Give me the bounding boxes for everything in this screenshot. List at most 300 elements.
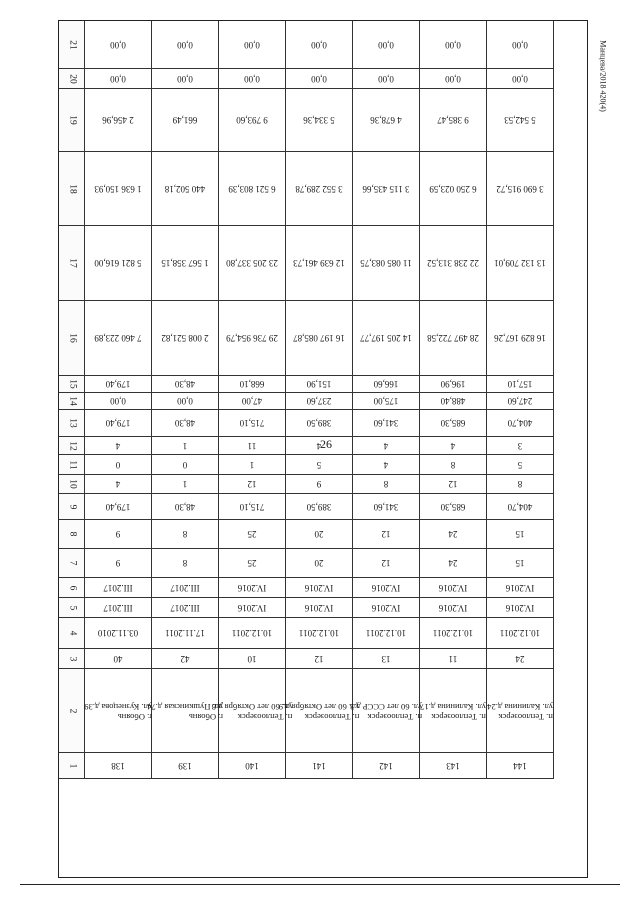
table-cell [152,376,219,393]
table-cell [219,69,286,89]
table-cell [278,669,360,753]
table-cell [487,549,554,578]
column-number-cell [59,520,85,549]
cell-value: 48,30 [174,501,196,512]
cell-value: 143 [446,760,460,771]
table-cell [420,89,487,152]
table-cell [152,598,219,618]
table-cell [219,549,286,578]
table-cell [85,649,152,669]
table-cell [353,753,420,779]
cell-value: 142 [379,760,393,771]
column-number: 12 [66,440,77,451]
cell-value: 179,40 [105,418,131,429]
cell-value: 24 [448,558,458,569]
cell-value: 48,30 [174,379,196,390]
page-number: 26 [320,437,332,451]
table-cell [353,152,420,226]
column-number-cell [59,226,85,301]
cell-value: IV.2016 [304,602,334,613]
table-cell [219,475,286,494]
column-number: 7 [66,560,77,566]
cell-value: 341,60 [373,418,399,429]
side-note-text: Манцева/2018 420(4) [598,40,608,112]
column-number-cell [59,649,85,669]
column-number: 9 [66,504,77,509]
table-cell [420,494,487,520]
table-cell [487,475,554,494]
table-cell [353,618,420,649]
cell-value: 0,00 [244,39,260,50]
cell-value: 29 736 954,79 [226,333,278,344]
cell-value: IV.2016 [237,602,267,613]
cell-value: 1 [249,459,255,470]
table-cell [286,455,353,475]
table-cell [152,753,219,779]
table-cell [219,21,286,69]
cell-value: 140 [245,760,259,771]
cell-value: 8 [383,479,389,490]
table-cell [286,578,353,598]
cell-value: 13 132 709,01 [494,258,546,269]
cell-value: 661,49 [172,115,198,126]
cell-value: 47,00 [241,396,263,407]
column-number-cell [59,494,85,520]
table-cell [286,520,353,549]
address-text: г. Обоянь ул. Кузнецова д.39 [84,701,152,722]
table-cell [353,69,420,89]
cell-value: IV.2016 [371,602,401,613]
table-cell [487,618,554,649]
table-cell [85,494,152,520]
column-number-cell [59,152,85,226]
table-cell [219,410,286,437]
cell-value: 0 [182,459,188,470]
column-number: 6 [66,585,77,590]
cell-value: 440 502,18 [164,183,206,194]
cell-value: 685,30 [440,501,466,512]
cell-value: 0,00 [378,39,394,50]
table-cell [353,494,420,520]
table-cell [85,669,152,753]
table-cell [420,475,487,494]
table-cell [487,520,554,549]
cell-value: 179,40 [105,379,131,390]
table-cell [85,549,152,578]
cell-value: 0,00 [445,39,461,50]
cell-value: 11 [448,653,458,664]
cell-value: 7 460 223,89 [94,333,142,344]
cell-value: 9 [115,558,121,569]
table-cell [152,578,219,598]
table-cell [420,649,487,669]
table-cell [85,437,152,455]
column-number-cell [59,410,85,437]
cell-value: 03.11.2010 [97,628,139,639]
cell-value: 4 [450,440,456,451]
cell-value: 0,00 [110,39,126,50]
column-number: 2 [66,708,77,713]
table-cell [487,152,554,226]
cell-value: 15 [515,558,525,569]
data-table [58,20,588,878]
table-cell [152,494,219,520]
cell-value: 0 [115,459,121,470]
column-number: 5 [66,605,77,610]
table-cell [286,152,353,226]
column-number-cell [59,21,85,69]
cell-value: III.2017 [103,582,133,593]
table-cell [152,152,219,226]
column-number-cell [59,455,85,475]
table-cell [152,301,219,376]
cell-value: 715,10 [239,418,265,429]
table-cell [487,578,554,598]
column-number-cell [59,475,85,494]
cell-value: 0,00 [512,39,528,50]
address-text: п. Теплоозерск ул. Калинина д.24 [487,701,553,722]
cell-value: 3 115 435,66 [362,183,410,194]
address-text: п. Теплоозерск ул. 60 лет СССР д.3 [349,701,423,722]
table-cell [219,649,286,669]
table-cell [420,410,487,437]
cell-value: 16 197 085,87 [293,333,345,344]
cell-value: 5 542,53 [504,115,536,126]
cell-value: 16 829 167,26 [494,333,546,344]
cell-value: IV.2016 [371,582,401,593]
table-cell [152,410,219,437]
cell-value: 12 [247,479,257,490]
cell-value: 9 385,47 [437,115,469,126]
cell-value: 9 [316,479,322,490]
table-cell [353,410,420,437]
table-cell [420,578,487,598]
table-cell [286,475,353,494]
table-cell [286,21,353,69]
table-cell [152,520,219,549]
cell-value: 6 250 023,59 [429,183,477,194]
table-cell [420,437,487,455]
table-cell [85,393,152,410]
cell-value: 1 [182,479,188,490]
table-cell [219,598,286,618]
table-cell [353,89,420,152]
table-cell [152,393,219,410]
cell-value: 10 [247,653,257,664]
cell-value: IV.2016 [438,602,468,613]
table-cell [152,549,219,578]
column-number-cell [59,69,85,89]
table-cell [152,226,219,301]
column-number: 1 [66,763,77,768]
cell-value: 13 [381,653,391,664]
cell-value: 23 205 337,80 [226,258,278,269]
table-cell [286,410,353,437]
cell-value: 341,60 [373,501,399,512]
cell-value: 0,00 [244,73,260,84]
table-cell [219,618,286,649]
cell-value: 151,90 [306,379,332,390]
table-cell [487,21,554,69]
table-cell [85,753,152,779]
table-cell [85,21,152,69]
cell-value: 4 [115,440,121,451]
table-cell [487,649,554,669]
table-cell [420,301,487,376]
column-number: 10 [66,479,77,489]
cell-value: 9 [115,529,121,540]
table-cell [219,494,286,520]
column-number-cell [59,598,85,618]
table-cell [420,152,487,226]
table-cell [219,301,286,376]
table-cell [353,520,420,549]
cell-value: 0,00 [177,396,193,407]
table-cell [487,494,554,520]
cell-value: 1 [182,440,188,451]
table-cell [219,455,286,475]
table-cell [353,475,420,494]
cell-value: 4 [383,459,389,470]
cell-value: 5 334,36 [303,115,335,126]
table-cell [420,549,487,578]
cell-value: 175,00 [373,396,399,407]
cell-value: 10.12.2011 [432,628,474,639]
cell-value: 8 [517,479,523,490]
column-number-cell [59,618,85,649]
cell-value: 715,10 [239,501,265,512]
column-number: 13 [66,418,77,428]
cell-value: 25 [247,558,257,569]
cell-value: 20 [314,558,324,569]
cell-value: 1 636 150,93 [94,183,142,194]
table-cell [353,649,420,669]
table-cell [420,69,487,89]
table-cell [420,753,487,779]
cell-value: 1 567 358,15 [161,258,209,269]
cell-value: 5 821 616,00 [94,258,142,269]
cell-value: 8 [450,459,456,470]
table-cell [85,598,152,618]
table-cell [420,618,487,649]
cell-value: 11 [247,440,257,451]
column-number-cell [59,89,85,152]
cell-value: 15 [515,529,525,540]
cell-value: 48,30 [174,418,196,429]
table-cell [211,669,293,753]
cell-value: 4 [115,479,121,490]
cell-value: 139 [178,760,192,771]
cell-value: 2 008 521,82 [161,333,209,344]
table-cell [487,301,554,376]
cell-value: 157,10 [507,379,533,390]
table-cell [219,226,286,301]
column-number: 20 [66,73,77,84]
cell-value: 389,50 [306,418,332,429]
table-cell [219,437,286,455]
cell-value: 25 [247,529,257,540]
column-number-cell [59,578,85,598]
table-cell [85,578,152,598]
address-text: г. Обоянь ул. Пушкинская д.74 [147,701,223,722]
table-cell [420,393,487,410]
column-number-cell [59,549,85,578]
table-cell [219,152,286,226]
table-cell [286,89,353,152]
table-cell [487,393,554,410]
cell-value: 404,70 [507,501,533,512]
table-cell [152,649,219,669]
cell-value: 0,00 [110,73,126,84]
table-cell [420,21,487,69]
table-cell [353,578,420,598]
cell-value: III.2017 [170,602,200,613]
column-number: 11 [66,459,77,470]
column-number: 19 [66,115,77,125]
table-cell [85,89,152,152]
table-cell [353,226,420,301]
column-number-cell [59,437,85,455]
cell-value: 14 205 197,77 [360,333,412,344]
table-cell [219,578,286,598]
cell-value: 8 [182,558,188,569]
cell-value: 237,60 [306,396,332,407]
table-cell [219,376,286,393]
cell-value: 5 [517,459,523,470]
cell-value: III.2017 [103,602,133,613]
table-cell [353,21,420,69]
table-cell [487,455,554,475]
cell-value: 144 [513,760,527,771]
cell-value: 685,30 [440,418,466,429]
cell-value: 12 639 461,73 [293,258,345,269]
cell-value: 3 552 289,78 [295,183,343,194]
cell-value: 40 [113,653,123,664]
cell-value: 247,60 [507,396,533,407]
column-number: 14 [66,396,77,406]
cell-value: 12 [314,653,324,664]
table-cell [286,753,353,779]
table-cell [85,376,152,393]
cell-value: 488,40 [440,396,466,407]
address-text: п. Теплоозерск ул. Калинина д.17 [420,701,486,722]
cell-value: 179,40 [105,501,131,512]
cell-value: 0,00 [445,73,461,84]
cell-value: 4 [316,440,322,451]
cell-value: 389,50 [306,501,332,512]
table-cell [286,376,353,393]
table-cell [487,410,554,437]
cell-value: 11 085 083,75 [360,258,412,269]
cell-value: 0,00 [512,73,528,84]
table-cell [147,669,223,753]
table-cell [353,549,420,578]
address-text: п. Теплоозерск ул. 60 лет Октября д.8 [211,701,293,722]
cell-value: 0,00 [311,73,327,84]
table-cell [487,89,554,152]
cell-value: 4 [383,440,389,451]
cell-value: 3 690 915,72 [496,183,544,194]
cell-value: 138 [111,760,125,771]
column-number: 16 [66,333,77,343]
table-cell [219,89,286,152]
cell-value: 8 [182,529,188,540]
table-cell [487,437,554,455]
table-cell [286,226,353,301]
table-cell [353,437,420,455]
table-cell [219,520,286,549]
cell-value: 141 [312,760,326,771]
table-cell [85,226,152,301]
table-cell [487,753,554,779]
table-cell [353,393,420,410]
column-number: 4 [66,630,77,636]
table-cell [85,152,152,226]
table-cell [487,598,554,618]
cell-value: 0,00 [110,396,126,407]
table-cell [487,226,554,301]
column-number: 18 [66,183,77,194]
table-cell [420,669,487,753]
cell-value: 0,00 [177,73,193,84]
column-number-cell [59,376,85,393]
cell-value: 12 [381,558,391,569]
cell-value: 9 793,60 [236,115,268,126]
table-cell [353,301,420,376]
address-text: п. Теплоозерск ул. 60 лет Октября д.9 [278,701,360,722]
cell-value: 404,70 [507,418,533,429]
table-cell [85,455,152,475]
table-cell [219,753,286,779]
table-cell [152,618,219,649]
column-number-cell [59,669,85,753]
table-cell [85,520,152,549]
table-cell [286,618,353,649]
table-cell [420,598,487,618]
cell-value: 6 521 803,39 [228,183,276,194]
cell-value: 10.12.2011 [298,628,340,639]
cell-value: III.2017 [170,582,200,593]
table-cell [353,455,420,475]
cell-value: IV.2016 [438,582,468,593]
table-cell [85,301,152,376]
table-cell [487,669,554,753]
table-cell [420,376,487,393]
cell-value: 0,00 [177,39,193,50]
table-cell [219,393,286,410]
cell-value: 20 [314,529,324,540]
table-cell [487,69,554,89]
table-cell [152,455,219,475]
cell-value: 24 [448,529,458,540]
table-cell [85,618,152,649]
table-cell [152,475,219,494]
column-number: 3 [66,656,77,661]
table-cell [152,69,219,89]
cell-value: 10.12.2011 [365,628,407,639]
table-cell [420,455,487,475]
column-number: 21 [66,39,77,50]
column-number-cell [59,301,85,376]
column-number-cell [59,393,85,410]
cell-value: 5 [316,459,322,470]
table-cell [286,649,353,669]
table-cell [286,598,353,618]
column-number: 8 [66,531,77,537]
table-cell [286,69,353,89]
table-cell [85,410,152,437]
cell-value: IV.2016 [505,582,535,593]
